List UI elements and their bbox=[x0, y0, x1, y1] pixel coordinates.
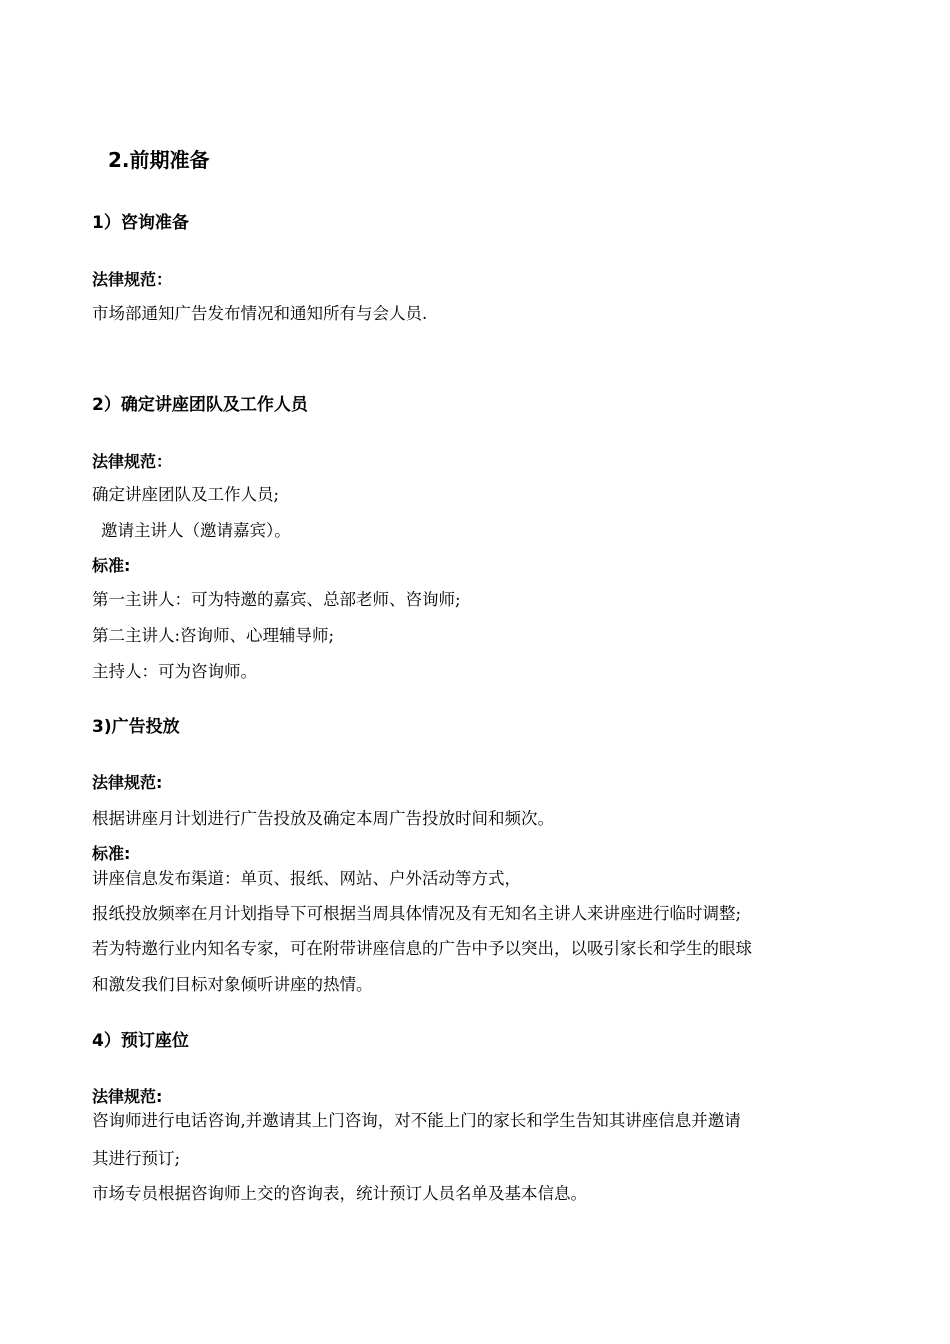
section-3-label: 法律规范: bbox=[92, 773, 163, 792]
section-3-standard-line-1: 讲座信息发布渠道：单页、报纸、网站、户外活动等方式， bbox=[92, 869, 521, 888]
section-4-heading: 4）预订座位 bbox=[92, 1031, 189, 1051]
section-3-standard-line-3: 若为特邀行业内知名专家，可在附带讲座信息的广告中予以突出，以吸引家长和学生的眼球 bbox=[92, 939, 752, 958]
section-2-standard-line-2: 第二主讲人:咨询师、心理辅导师; bbox=[92, 626, 335, 645]
section-3-standard-label: 标准: bbox=[92, 844, 131, 863]
section-3-standard-line-2: 报纸投放频率在月计划指导下可根据当周具体情况及有无知名主讲人来讲座进行临时调整; bbox=[92, 904, 742, 923]
section-2-label: 法律规范： bbox=[92, 452, 173, 471]
section-2-standard-line-3: 主持人：可为咨询师。 bbox=[92, 662, 257, 681]
section-3-line-1: 根据讲座月计划进行广告投放及确定本周广告投放时间和频次。 bbox=[92, 809, 554, 828]
section-4-label: 法律规范: bbox=[92, 1087, 163, 1106]
section-2-heading: 2）确定讲座团队及工作人员 bbox=[92, 395, 308, 415]
section-2-standard-label: 标准: bbox=[92, 556, 131, 575]
section-2-standard-line-1: 第一主讲人：可为特邀的嘉宾、总部老师、咨询师; bbox=[92, 590, 461, 609]
section-1-label: 法律规范： bbox=[92, 270, 173, 289]
section-2-line-1: 确定讲座团队及工作人员; bbox=[92, 485, 280, 504]
section-4-line-2: 其进行预订; bbox=[92, 1149, 181, 1168]
section-4-line-3: 市场专员根据咨询师上交的咨询表，统计预订人员名单及基本信息。 bbox=[92, 1184, 587, 1203]
section-1-heading: 1）咨询准备 bbox=[92, 213, 189, 233]
section-3-heading: 3)广告投放 bbox=[92, 717, 180, 737]
section-1-line-1: 市场部通知广告发布情况和通知所有与会人员. bbox=[92, 304, 428, 323]
section-2-line-2: 邀请主讲人（邀请嘉宾）。 bbox=[101, 521, 291, 540]
section-4-line-1: 咨询师进行电话咨询,并邀请其上门咨询，对不能上门的家长和学生告知其讲座信息并邀请 bbox=[92, 1111, 741, 1130]
section-3-standard-line-4: 和激发我们目标对象倾听讲座的热情。 bbox=[92, 975, 373, 994]
page-title: 2.前期准备 bbox=[108, 148, 210, 172]
